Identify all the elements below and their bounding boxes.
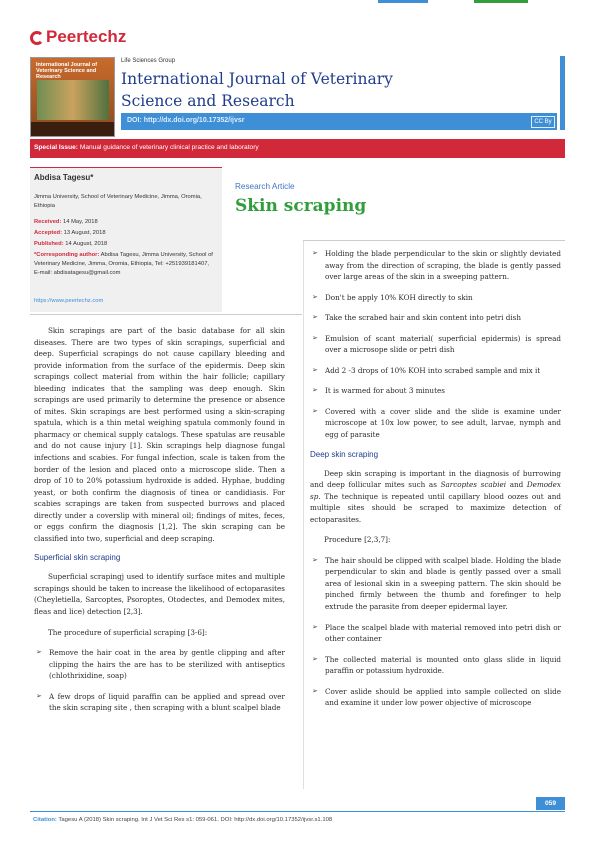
arrow-bullet-icon: ➢ — [312, 406, 318, 415]
arrow-bullet-icon: ➢ — [312, 365, 318, 374]
cover-footer — [31, 122, 114, 136]
list-item — [310, 248, 561, 283]
list-item — [310, 312, 561, 324]
list-item-text: Holding the blade perpendicular to the skin or slightly deviated away from the direction of scraping, the blade is gently passed over large areas of the skin in a sweeping pattern. — [325, 249, 561, 282]
left-column — [34, 325, 285, 723]
arrow-bullet-icon: ➢ — [312, 622, 318, 631]
website-link[interactable]: https://www.peertechz.com — [34, 298, 104, 304]
list-item-text: Place the scalpel blade with material removed into petri dish or other container — [325, 622, 561, 644]
list-item-text: Cover aslide should be applied into sample collected on slide and examine it under low power objective of microscope — [325, 686, 561, 708]
brand-name: Peertechz — [46, 27, 127, 46]
corresponding-text: Abdisa Tagesu, Jimma University, School of Veterinary Medicine, Jimma, Oromia, Ethiopia, Tel: +251939181407, — [34, 252, 213, 267]
superficial-paragraph: Superficial scrapingj used to identify surface mites and multiple scrapings should be taken to increase the likelihood of ectoparasites (Cheyletiella, Sarcoptes, Psoroptes, Otodectes, and Demodex mites, fleas and lice) detection [2,3]. — [34, 572, 285, 617]
special-issue-label: Special Issue: — [34, 144, 78, 151]
deep-text-2: and — [509, 480, 524, 490]
superficial-procedure-list — [34, 647, 285, 714]
corresponding-label: *Corresponding author: — [34, 252, 100, 258]
citation-text: Tagesu A (2018) Skin scraping. Int J Vet Sci Res s1: 059-061. DOI: http://dx.doi.org/10.17352/ijvsr.s1.108 — [58, 817, 333, 823]
deep-text-3: The technique is repeated until capillary blood oozes out and multiple sites should be scraped to maximize detection of ectoparasites. — [310, 491, 561, 524]
cover-photo — [37, 80, 109, 120]
author-box-divider — [30, 167, 222, 168]
intro-paragraph: Skin scrapings are part of the basic database for all skin diseases. There are two types of skin scrapings, superficial and deep. Superficial scrapings do not cause capillary bleeding and provide information from the surface of the epidermis. Deep skin scrapings collect material from within the hair follicle; capillary bleeding indicates that the sampling was deep enough. Skin scrapings are used primarily to determine the presence or absence of mites. Skin scrapings are best performed using a skin-scraping spatula, which is a thin metal weighing spatula commonly found in pharmacy or chemical supply catalogs. These spatulas are reusable and do not cause injury [1]. Skin scrapings help diagnose fungal infections and scabies. For fungal infection, scale is taken from the border of the lesion and placed onto a microscope slide. Then a drop of 10 to 20% potassium hydroxide is added. Hyphae, budding yeast, or both confirm the diagnosis of tinea or candidiasis. For scabies scrapings are taken from suspected burrows and placed directly under a coverslip with mineral oil; findings of mites, feces, or eggs confirm the diagnosis [1,2]. The skin scraping can be classified into two, superficial and deep scraping. — [34, 326, 285, 543]
list-item — [34, 691, 285, 714]
arrow-bullet-icon: ➢ — [312, 555, 318, 564]
arrow-bullet-icon: ➢ — [36, 691, 42, 700]
list-item-text: Take the scrabed hair and skin content into petri dish — [325, 313, 521, 323]
superficial-procedure-list-continued — [310, 248, 561, 441]
list-item — [310, 622, 561, 645]
list-item — [310, 333, 561, 356]
arrow-bullet-icon: ➢ — [312, 386, 318, 395]
arrow-bullet-icon: ➢ — [312, 333, 318, 342]
list-item-text: Emulsion of scant material( superficial epidermis) is spread over a microsope slide or petri dish — [325, 333, 561, 355]
journal-title: International Journal of Veterinary Science and Research — [121, 70, 393, 110]
accepted-date: 13 August, 2018 — [63, 230, 106, 236]
deep-procedure-list — [310, 555, 561, 709]
deep-text-1: Deep skin scraping is important in the diagnosis of burrowing and deep follicular mites such as — [310, 468, 561, 490]
arrow-bullet-icon: ➢ — [36, 648, 42, 657]
peertechz-logo-icon — [30, 31, 44, 45]
accepted-label: Accepted: — [34, 230, 63, 236]
page-number: 059 — [536, 797, 565, 810]
email-label: E-mail: — [34, 270, 53, 276]
deep-paragraph — [310, 468, 561, 526]
received-label: Received: — [34, 219, 62, 225]
article-dates — [34, 217, 107, 250]
citation — [33, 817, 332, 823]
list-item — [310, 686, 561, 709]
list-item — [310, 385, 561, 397]
list-item-text: Add 2 -3 drops of 10% KOH into scrabed sample and mix it — [325, 365, 541, 375]
list-item-text: The collected material is mounted onto glass slide in liquid paraffin or potassium hydroxide. — [325, 654, 561, 676]
group-label: Life Sciences Group — [121, 58, 176, 64]
arrow-bullet-icon: ➢ — [312, 686, 318, 695]
arrow-bullet-icon: ➢ — [312, 292, 318, 301]
list-item — [310, 365, 561, 377]
email-link[interactable]: abdisatagesu@gmail.com — [53, 270, 121, 276]
superficial-heading: Superficial skin scraping — [34, 553, 121, 563]
deep-procedure-intro: Procedure [2,3,7]: — [324, 535, 391, 545]
list-item-text: Remove the hair coat in the area by gentle clipping and after clipping the hairs the are has to be sterilized with antiseptics (chlothrixidine, soap) — [49, 648, 285, 681]
special-issue-text: Manual guidance of veterinary clinical practice and laboratory — [79, 144, 259, 151]
list-item — [34, 647, 285, 682]
list-item-text: Covered with a cover slide and the slide is examine under microscope at 10x low power, to see adult, larvae, nymph and egg of parasite — [325, 406, 561, 440]
list-item-text: The hair should be clipped with scalpel blade. Holding the blade perpendicular to skin and blade is gently passed over a small area of lesional skin in a sweeping pattern. The skin should be pinched firmly between the thumb and forefinger to help extrude the parasite from deeper epidermal layer. — [325, 555, 561, 612]
arrow-bullet-icon: ➢ — [312, 313, 318, 322]
article-title: Skin scraping — [235, 196, 367, 216]
arrow-bullet-icon: ➢ — [312, 654, 318, 663]
top-accent-bar-green — [474, 0, 528, 3]
special-issue — [34, 144, 259, 151]
peertechz-logo[interactable] — [30, 27, 126, 47]
citation-label: Citation: — [33, 817, 57, 823]
right-header-divider — [303, 240, 565, 241]
list-item-text: A few drops of liquid paraffin can be applied and spread over the skin scraping site , then scraping with a blunt scalpel blade — [49, 691, 285, 713]
journal-cover-image — [30, 57, 115, 137]
species-sarcoptes: Sarcoptes scabiei — [440, 480, 507, 490]
superficial-procedure-intro: The procedure of superficial scraping [3-6]: — [48, 627, 208, 637]
list-item-text: Don't be apply 10% KOH directly to skin — [325, 292, 473, 302]
author-affiliation: Jimma University, School of Veterinary Medicine, Jimma, Oromia, Ethiopia — [34, 194, 202, 209]
received-date: 14 May, 2018 — [63, 219, 98, 225]
list-item — [310, 406, 561, 441]
list-item — [310, 555, 561, 613]
author-name: Abdisa Tagesu* — [34, 173, 94, 182]
footer-divider — [30, 811, 565, 812]
left-header-divider — [30, 314, 302, 315]
top-accent-bar-blue — [378, 0, 428, 3]
cover-title: International Journal of Veterinary Science and Research — [36, 62, 98, 80]
column-divider — [303, 241, 304, 789]
list-item — [310, 654, 561, 677]
doi-link[interactable]: DOI: http://dx.doi.org/10.17352/ijvsr — [127, 117, 245, 124]
list-item-text: It is warmed for about 3 minutes — [325, 386, 445, 396]
arrow-bullet-icon: ➢ — [312, 249, 318, 257]
list-item — [310, 292, 561, 304]
right-column — [310, 248, 561, 718]
deep-heading: Deep skin scraping — [310, 449, 379, 459]
species-demodex: Demodex sp. — [310, 480, 561, 501]
corresponding-author — [34, 251, 220, 278]
header-accent-bar — [560, 56, 565, 130]
article-type: Research Article — [235, 182, 295, 191]
license-badge[interactable]: CC By — [531, 116, 555, 128]
published-date: 14 August, 2018 — [65, 241, 108, 247]
published-label: Published: — [34, 241, 64, 247]
